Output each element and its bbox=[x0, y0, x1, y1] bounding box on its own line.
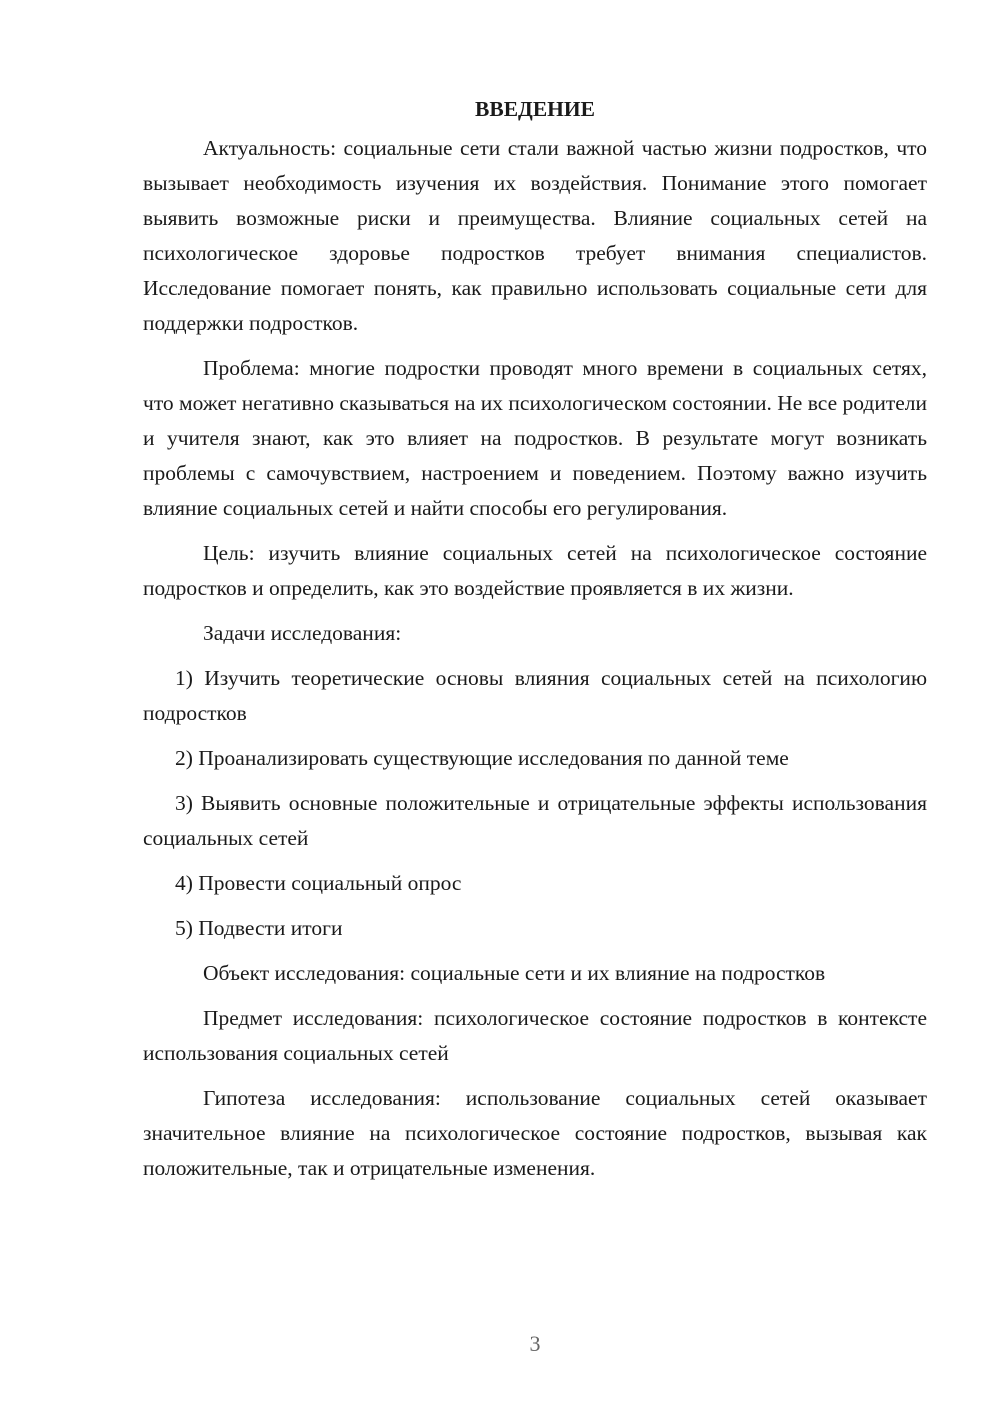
list-item: 1) Изучить теоретические основы влияния социальных сетей на психологию подростков bbox=[143, 666, 927, 725]
paragraph-object: Объект исследования: социальные сети и их влияние на подростков bbox=[203, 961, 826, 985]
paragraph-problem: Проблема: многие подростки проводят много времени в социальных сетях, что может негативно сказываться на их психологическом состоянии. Не все родители и учителя знают, как это влияет на подростков. В результате могут возникать проблемы с самочувствием, настроением и поведением. Поэтому важно изучить влияние социальных сетей и найти способы его регулирования. bbox=[143, 356, 927, 520]
list-item: 5) Подвести итоги bbox=[175, 916, 343, 940]
document-page bbox=[143, 92, 927, 1196]
page-number: 3 bbox=[529, 1331, 541, 1356]
paragraph-hypothesis: Гипотеза исследования: использование социальных сетей оказывает значительное влияние на психологическое состояние подростков, вызывая как положительные, так и отрицательные изменения. bbox=[143, 1086, 927, 1180]
page-title: ВВЕДЕНИЕ bbox=[475, 97, 595, 121]
list-item: 3) Выявить основные положительные и отрицательные эффекты использования социальных сетей bbox=[143, 791, 927, 850]
paragraph-subject: Предмет исследования: психологическое состояние подростков в контексте использования социальных сетей bbox=[143, 1006, 927, 1065]
list-item: 4) Провести социальный опрос bbox=[175, 871, 462, 895]
paragraph-relevance: Актуальность: социальные сети стали важной частью жизни подростков, что вызывает необходимость изучения их воздействия. Понимание этого помогает выявить возможные риски и преимущества. Влияние социальных сетей на психологическое здоровье подростков требует внимания специалистов. Исследование помогает понять, как правильно использовать социальные сети для поддержки подростков. bbox=[143, 136, 927, 335]
paragraph-goal: Цель: изучить влияние социальных сетей на психологическое состояние подростков и определить, как это воздействие проявляется в их жизни. bbox=[143, 541, 927, 600]
list-item: 2) Проанализировать существующие исследования по данной теме bbox=[175, 746, 789, 770]
tasks-heading: Задачи исследования: bbox=[203, 621, 402, 645]
